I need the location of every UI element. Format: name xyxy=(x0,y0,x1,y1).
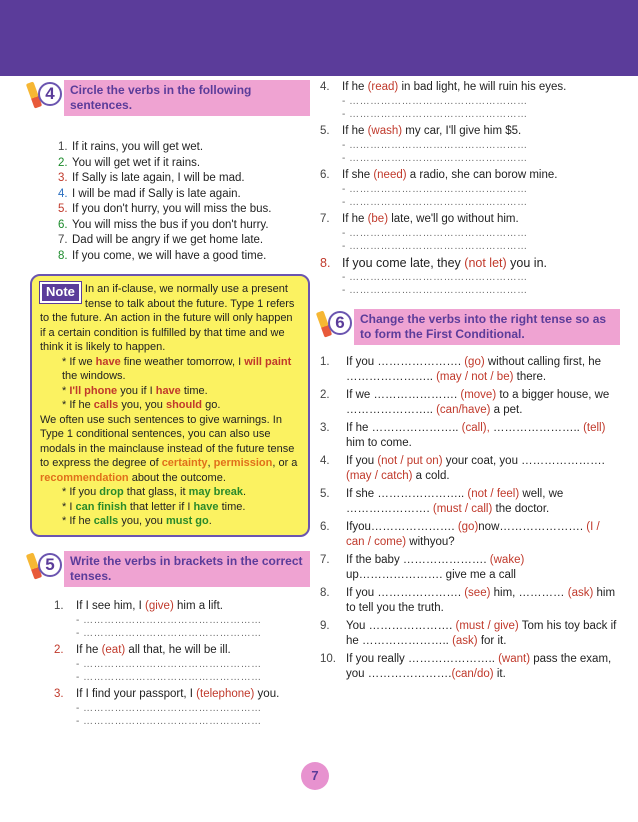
list-item: 5. If you don't hurry, you will miss the bus. xyxy=(58,203,272,215)
note-example: * I can finish that letter if I have time. xyxy=(62,500,246,513)
exercise-6 xyxy=(320,309,620,682)
exercise-number: 4 xyxy=(38,82,62,106)
note-modal-examples xyxy=(40,485,300,529)
list-item: 10. If you really ………………….. (want) pass the exam, you ………………….(can/do) it. xyxy=(320,653,612,680)
note-paragraph: In an if-clause, we normally use a present tense to talk about the future. Type 1 refers to the future. An action in the future will only happen if a certain condition is fulfilled by that time and we think it is likely to happen. xyxy=(40,283,295,353)
list-item: 7. Dad will be angry if we get home late. xyxy=(58,234,264,246)
note-badge: Note xyxy=(40,282,81,303)
list-item: 2. You will get wet if it rains. xyxy=(58,156,201,169)
list-item: 4. If you (not / put on) your coat, you …………………. (may / catch) a cold. xyxy=(320,455,605,482)
list-item: 1. If I see him, I (give) him a lift. - …………………………………………… - …………………………………………… xyxy=(54,599,262,639)
note-example: * If he calls you, you must go. xyxy=(62,515,212,527)
list-item: 8. If you come late, they (not let) you in. - …………………………………………… - …………………………………………… xyxy=(320,256,547,296)
left-column xyxy=(30,80,310,731)
right-column xyxy=(320,80,620,685)
list-item: 5. If he (wash) my car, I'll give him $5. - …………………………………………… - …………………………………………… xyxy=(320,125,528,164)
exercise-6-header xyxy=(320,309,620,345)
list-item: 6. Ifyou…………………. (go)now…………………. (I / can / come) withyou? xyxy=(320,521,600,548)
exercise-4-list xyxy=(30,140,310,264)
list-item: 3. If he ………………….. (call), ………………….. (tell) him to come. xyxy=(320,422,606,449)
list-item: 8. If you come, we will have a good time. xyxy=(58,249,267,262)
pencil-number-icon xyxy=(30,80,64,114)
exercise-5-list-right xyxy=(320,80,620,297)
list-item: 3. If I find your passport, I (telephone) you. - …………………………………………… - …………………………………………… xyxy=(54,687,280,727)
note-example: * If you drop that glass, it may break. xyxy=(62,486,247,498)
note-example: * If he calls you, you should go. xyxy=(62,399,221,411)
list-item: 2. If we …………………. (move) to a bigger house, we ………………….. (can/have) a pet. xyxy=(320,389,610,416)
note-example: * I'll phone you if I have time. xyxy=(62,384,208,397)
list-item: 1. If you …………………. (go) without calling first, he ………………….. (may / not / be) there. xyxy=(320,356,602,383)
note-paragraph: We often use such sentences to give warnings. In Type 1 conditional sentences, you can also use modals in the mainclause instead of the future tense to express the degree of certainty, permission, or a recommendation about the outcome. xyxy=(40,413,298,484)
pencil-number-icon xyxy=(320,309,354,343)
exercise-number: 5 xyxy=(38,553,62,577)
list-item: 6. You will miss the bus if you don't hurry. xyxy=(58,218,269,231)
list-item: 7. If the baby …………………. (wake) up…………………. give me a call xyxy=(320,554,525,581)
page-number: 7 xyxy=(301,762,329,790)
list-item: 2. If he (eat) all that, he will be ill. - …………………………………………… - …………………………………………… xyxy=(54,643,262,683)
list-item: 5. If she ………………….. (not / feel) well, we …………………. (must / call) the doctor. xyxy=(320,488,564,515)
exercise-number: 6 xyxy=(328,311,352,335)
list-item: 4. I will be mad if Sally is late again. xyxy=(58,187,241,200)
list-item: 9. You …………………. (must / give) Tom his toy back if he ………………….. (ask) for it. xyxy=(320,620,617,647)
exercise-title: Write the verbs in brackets in the correct tenses. xyxy=(64,551,310,587)
list-item: 6. If she (need) a radio, she can borow mine. - …………………………………………… - …………………………………………… xyxy=(320,169,558,208)
header-bar xyxy=(0,0,638,76)
list-item: 4. If he (read) in bad light, he will ruin his eyes. - …………………………………………… - …………………………………………… xyxy=(320,81,567,120)
list-item: 8. If you …………………. (see) him, ………… (ask) him to tell you the truth. xyxy=(320,587,616,614)
note-example: * If we have fine weather tomorrow, I will paint the windows. xyxy=(62,355,292,382)
exercise-6-list xyxy=(320,355,620,682)
exercise-5-list-left xyxy=(30,599,310,728)
exercise-5 xyxy=(30,551,310,728)
list-item: 7. If he (be) late, we'll go without him. - …………………………………………… - …………………………………………… xyxy=(320,213,528,252)
list-item: 1. If it rains, you will get wet. xyxy=(58,141,204,153)
exercise-title: Circle the verbs in the following sentences. xyxy=(64,80,310,116)
note-box xyxy=(30,274,310,537)
exercise-5-header xyxy=(30,551,310,587)
exercise-4-header xyxy=(30,80,310,116)
pencil-number-icon xyxy=(30,551,64,585)
note-examples xyxy=(40,355,300,413)
exercise-title: Change the verbs into the right tense so as to form the First Conditional. xyxy=(354,309,620,345)
list-item: 3. If Sally is late again, I will be mad. xyxy=(58,172,245,184)
